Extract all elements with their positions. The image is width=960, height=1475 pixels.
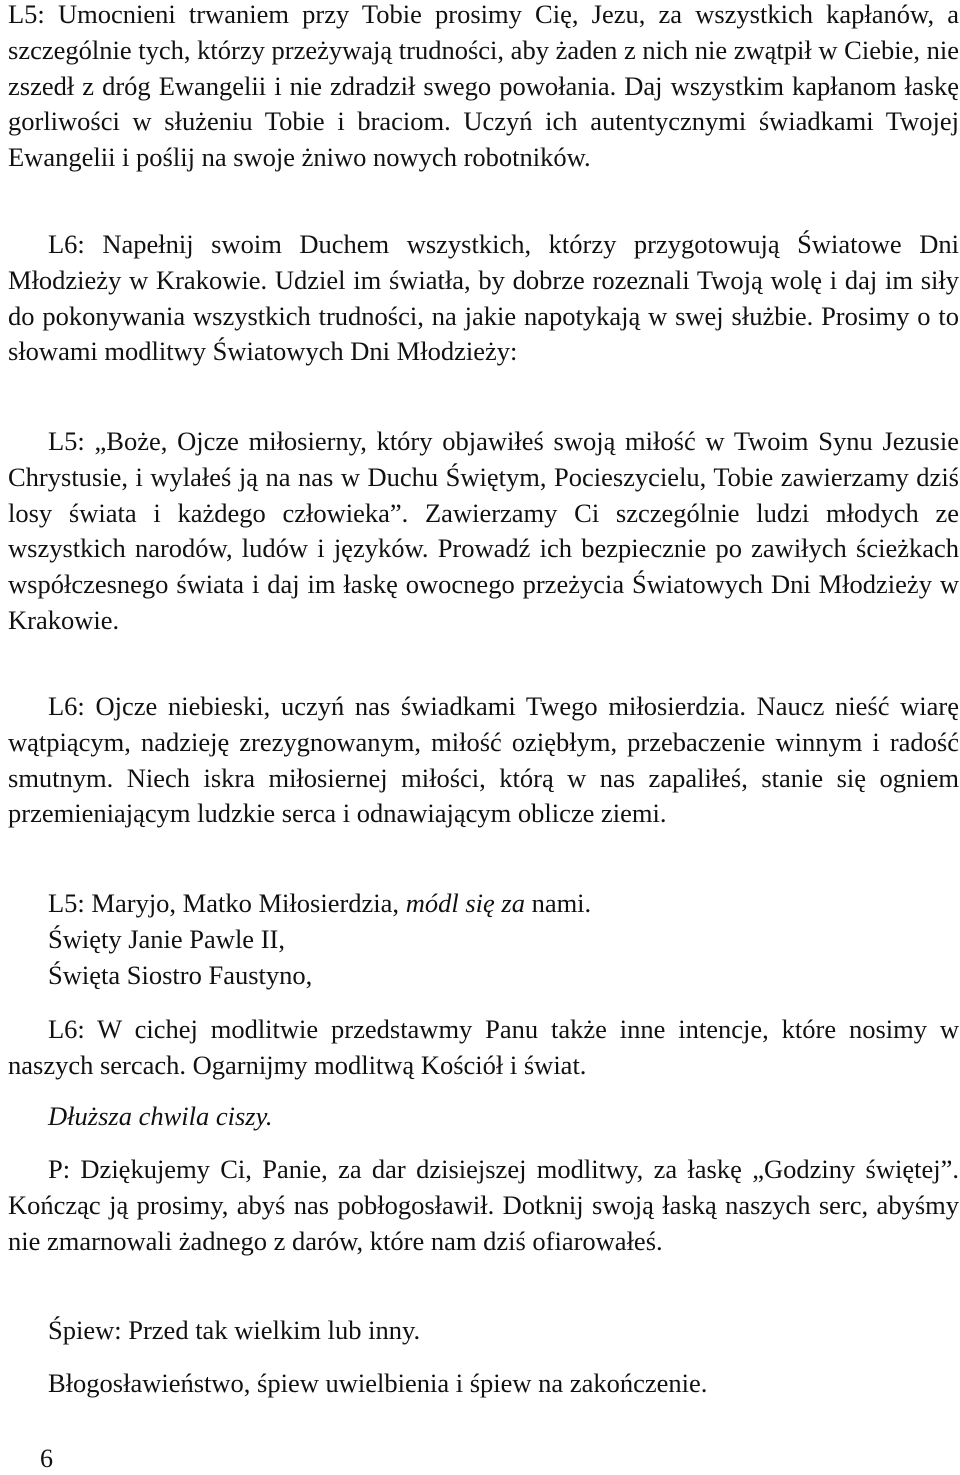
rubric-silence: Dłuższa chwila ciszy. bbox=[48, 1101, 273, 1131]
paragraph-heavenly-father: L6: Ojcze niebieski, uczyń nas świadkami Twego miłosierdzia. Naucz nieść wiarę wątpiącym, nadzieję zrezygnowanym, miłość oziębłym, przebaczenie winnym i radość smutnym. Niech iskra miłosiernej miłości, którą w nas zapaliłeś, stanie się ogniem przemieniającym ludzkie serca i odnawiającym oblicze ziemi. bbox=[8, 691, 959, 829]
page-number: 6 bbox=[40, 1444, 53, 1473]
litany-line-faustina: Święta Siostro Faustyno, bbox=[48, 959, 313, 990]
rubric-blessing: Błogosławieństwo, śpiew uwielbienia i śpiew na zakończenie. bbox=[48, 1368, 708, 1398]
litany-line-john-paul: Święty Janie Pawle II, bbox=[48, 923, 285, 954]
paragraph-silent-prayer: L6: W cichej modlitwie przedstawmy Panu także inne intencje, które nosimy w naszych sercach. Ogarnijmy modlitwą Kościół i świat. bbox=[8, 1014, 959, 1080]
paragraph-thanksgiving: P: Dziękujemy Ci, Panie, za dar dzisiejszej modlitwy, za łaskę „Godziny świętej”. Kończąc ją prosimy, abyś nas pobłogosławił. Dotknij swoją łaską naszych serc, abyśmy nie zmarnowali żadnego z darów, które nam dziś ofiarowałeś. bbox=[8, 1154, 959, 1256]
rubric-song: Śpiew: Przed tak wielkim lub inny. bbox=[48, 1315, 421, 1345]
paragraph-wyd-preparers: L6: Napełnij swoim Duchem wszystkich, którzy przygotowują Światowe Dni Młodzieży w Krakowie. Udziel im światła, by dobrze rozeznali Twoją wolę i daj im siły do pokonywania wszystkich trudności, na jakie napotykają w swej służbie. Prosimy o to słowami modlitwy Światowych Dni Młodzieży: bbox=[8, 229, 959, 367]
litany-line-mary: L5: Maryjo, Matko Miłosierdzia, módl się za nami. bbox=[48, 888, 592, 918]
paragraph-priests-prayer: L5: Umocnieni trwaniem przy Tobie prosimy Cię, Jezu, za wszystkich kapłanów, a szczególnie tych, którzy przeżywają trudności, aby żaden z nich nie zwątpił w Ciebie, nie zszedł z dróg Ewangelii i nie zdradził swego powołania. Daj wszystkim kapłanom łaskę gorliwości w służeniu Tobie i braciom. Uczyń ich autentycznymi świadkami Twojej Ewangelii i poślij na swoje żniwo nowych robotników. bbox=[8, 0, 959, 173]
paragraph-litany bbox=[8, 886, 591, 993]
paragraph-wyd-prayer: L5: „Boże, Ojcze miłosierny, który objawiłeś swoją miłość w Twoim Synu Jezusie Chrystusie, i wylałeś ją na nas w Duchu Świętym, Pocieszycielu, Tobie zawierzamy dziś losy świata i każdego człowieka”. Zawierzamy Ci szczególnie ludzi młodych ze wszystkich narodów, ludów i języków. Prowadź ich bezpiecznie po zawiłych ścieżkach współczesnego świata i daj im łaskę owocnego przeżycia Światowych Dni Młodzieży w Krakowie. bbox=[8, 426, 959, 635]
